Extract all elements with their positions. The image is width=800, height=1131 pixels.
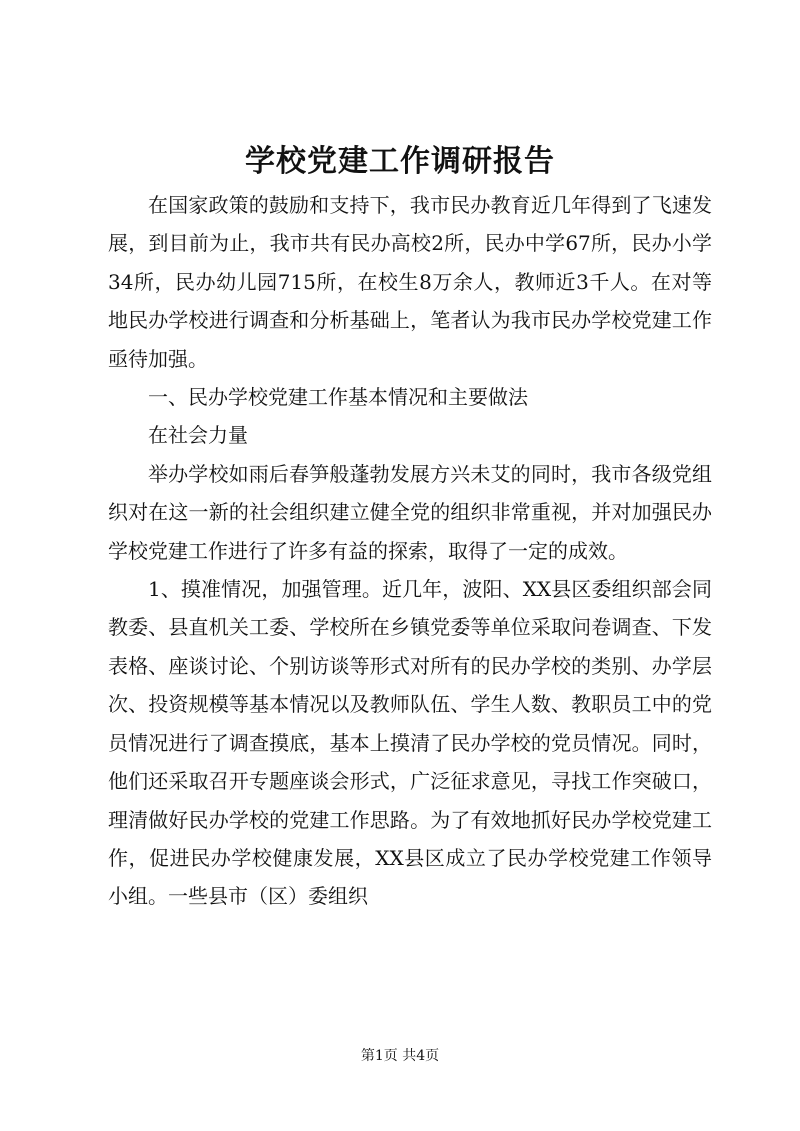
paragraph-item-1: 1、摸准情况，加强管理。近几年，波阳、XX县区委组织部会同教委、县直机关工委、学校所在乡镇党委等单位采取问卷调查、下发表格、座谈讨论、个别访谈等形式对所有的民办学校的类别、办学层次、投资规模等基本情况以及教师队伍、学生人数、教职员工中的党员情况进行了调查摸底，基本上摸清了民办学校的党员情况。同时，他们还采取召开专题座谈会形式，广泛征求意见，寻找工作突破口，理清做好民办学校的党建工作思路。为了有效地抓好民办学校党建工作，促进民办学校健康发展，XX县区成立了民办学校党建工作领导小组。一些县市（区）委组织	[108, 577, 712, 909]
section-heading: 一、民办学校党建工作基本情况和主要做法	[148, 385, 528, 410]
paragraph-schools-growth: 举办学校如雨后春笋般蓬勃发展方兴未艾的同时，我市各级党组织对在这一新的社会组织建立健全党的组织非常重视，并对加强民办学校党建工作进行了许多有益的探索，取得了一定的成效。	[108, 461, 712, 563]
document-body	[108, 186, 712, 916]
paragraph-intro: 在国家政策的鼓励和支持下，我市民办教育近几年得到了飞速发展，到目前为止，我市共有民办高校2所，民办中学67所，民办小学34所，民办幼儿园715所，在校生8万余人，教师近3千人。在对等地民办学校进行调查和分析基础上，笔者认为我市民办学校党建工作亟待加强。	[108, 193, 712, 371]
page-footer: 第1页 共4页	[360, 1048, 440, 1064]
paragraph-social-force: 在社会力量	[148, 423, 248, 448]
document-title: 学校党建工作调研报告	[245, 144, 555, 179]
